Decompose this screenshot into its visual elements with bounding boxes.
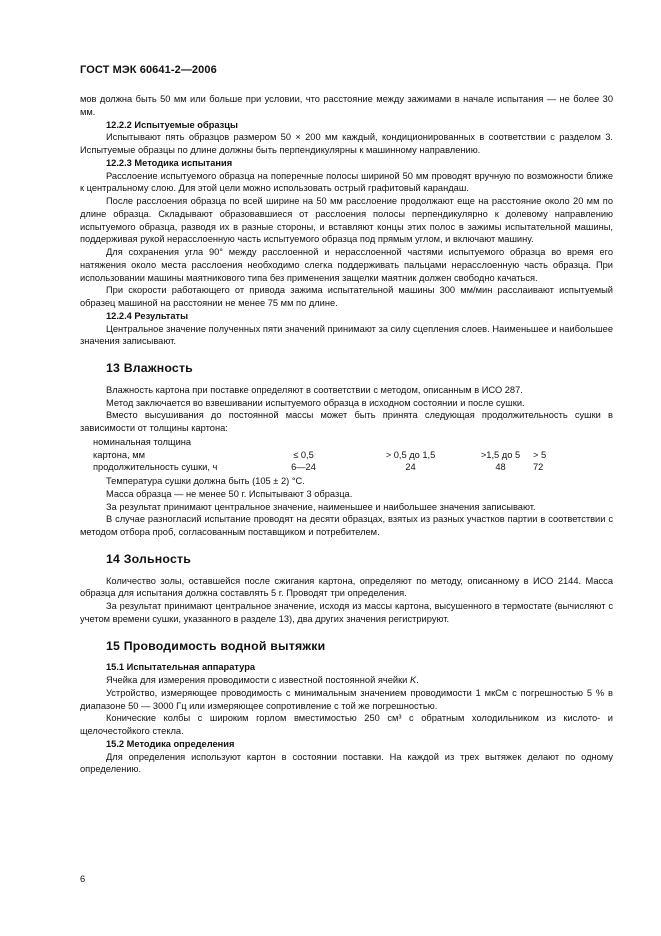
paragraph-15-1-a — [80, 674, 613, 687]
table-cell: 24 — [405, 462, 416, 473]
paragraph-13-3: Вместо высушивания до постоянной массы может быть принята следующая продолжительность сушки в зависимости от толщины картона: — [80, 410, 613, 433]
table-cell: 72 — [533, 462, 544, 473]
table-row — [93, 461, 573, 474]
paragraph-15-1-a-text: Ячейка для измерения проводимости с известной постоянной ячейки — [106, 675, 408, 685]
subsection-heading-12-2-4: 12.2.4 Результаты — [106, 310, 189, 321]
subsection-heading-15-2: 15.2 Методика определения — [106, 738, 235, 749]
paragraph-15-1-c: Конические колбы с широким горлом вместимостью 250 см³ с обратным холодильником из кислото- и щелочестойкого стекла. — [80, 713, 613, 736]
subsection-heading-12-2-2: 12.2.2 Испытуемые образцы — [106, 119, 238, 130]
paragraph-12-2-3-a: Расслоение испытуемого образца на поперечные полосы шириной 50 мм проводят вручную по возможности ближе к центральному слою. Для этой цели можно использовать острый графитовый карандаш. — [80, 170, 613, 194]
table-cell: ≤ 0,5 — [293, 449, 314, 460]
table-cell: 48 — [495, 462, 506, 473]
cell-constant-symbol: K — [409, 675, 417, 685]
paragraph-13-7: В случае разногласий испытание проводят на десяти образцах, взятых из разных участков партии в соответствии с методом отбора проб, согласованным поставщиком и потребителем. — [80, 514, 613, 537]
table-cell: >1,5 до 5 — [480, 449, 521, 460]
paragraph-15-2: Для определения используют картон в состоянии поставки. На каждой из трех вытяжек делают по одному определению. — [80, 751, 613, 775]
paragraph-12-2-4: Центральное значение полученных пяти значений принимают за силу сцепления слоев. Наименьшее и наибольшее значения записывают. — [80, 323, 613, 347]
table-cell: продолжительность сушки, ч — [93, 462, 218, 473]
paragraph-13-4: Температура сушки должна быть (105 ± 2) °С. — [106, 476, 305, 486]
paragraph-15-1-b: Устройство, измеряющее проводимость с минимальным значением проводимости 1 мкСм с погрешностью 5 % в диапазоне 50 — 3000 Гц или измеряющее сопротивление с той же погрешностью. — [80, 687, 613, 711]
subsection-heading-12-2-3: 12.2.3 Методика испытания — [106, 157, 233, 168]
section-heading-15: 15 Проводимость водной вытяжки — [106, 638, 326, 653]
paragraph-13-1: Влажность картона при поставке определяют в соответствии с методом, описанным в ИСО 287. — [106, 384, 523, 395]
subsection-heading-15-1: 15.1 Испытательная аппаратура — [106, 662, 256, 673]
table-cell: картона, мм — [93, 449, 145, 460]
paragraph-12-2-3-d: При скорости работающего от привода зажима испытательной машины 300 мм/мин расслаивают испытуемый образец машиной на расстоянии не менее 75 мм по длине. — [80, 285, 613, 308]
paragraph-12-2-3-c: Для сохранения угла 90° между расслоенной и нерасслоенной частями испытуемого образца во время его натяжения около места расслоения необходимо слегка поддерживать пальцами нерасслоенную часть образца. При использовании машины маятникового типа без применения защелки маятник должен свободно качаться. — [80, 247, 613, 283]
table-cell: номинальная толщина — [93, 436, 192, 447]
paragraph-13-5: Масса образца — не менее 50 г. Испытывают 3 образца. — [106, 488, 353, 499]
paragraph-14-1: Количество золы, оставшейся после сжигания картона, определяют по методу, описанному в ИСО 2144. Масса образца для испытания должна составлять 5 г. Проводят три определения. — [80, 575, 613, 599]
drying-time-table — [93, 436, 573, 474]
document-header: ГОСТ МЭК 60641-2—2006 — [80, 64, 217, 76]
section-heading-13: 13 Влажность — [106, 361, 193, 375]
paragraph-13-2: Метод заключается во взвешивании испытуемого образца в исходном состоянии и после сушки. — [106, 397, 525, 408]
table-row — [93, 449, 573, 462]
table-cell: > 5 — [533, 449, 547, 460]
table-row — [93, 436, 573, 449]
section-heading-14: 14 Зольность — [106, 551, 191, 566]
table-cell: > 0,5 до 1,5 — [385, 449, 436, 460]
page-content — [80, 93, 613, 776]
page-number: 6 — [80, 874, 86, 884]
paragraph-14-2: За результат принимают центральное значение, исходя из массы картона, высушенного в термостате (вычисляют с учетом времени сушки, указанного в разделе 13), два других значения регистрируют. — [80, 601, 613, 624]
paragraph-continuation: мов должна быть 50 мм или больше при условии, что расстояние между зажимами в начале испытания — не более 30 мм. — [80, 94, 613, 117]
paragraph-12-2-3-b: После расслоения образца по всей ширине на 50 мм расслоение продолжают еще на расстояние около 20 мм по длине образца. Складывают образовавшиеся от расслоения полосы перпендикулярно к долевому направлению испытуемого образца, разводя их в разные стороны, и вставляют концы этих полос в зажимы испытательной машины, поддерживая рукой нерасслоенную часть испытуемого образца под прямым углом, и включают машину. — [80, 196, 613, 245]
table-cell: 6—24 — [291, 462, 316, 473]
paragraph-12-2-2: Испытывают пять образцов размером 50 × 200 мм каждый, кондиционированных в соответствии с разделом 3. Испытуемые образцы по длине должны быть перпендикулярны к машинному направлению. — [80, 132, 613, 155]
paragraph-15-1-a-end: . — [416, 675, 419, 685]
paragraph-13-6: За результат принимают центральное значение, наименьшее и наибольшее значения записывают. — [106, 501, 536, 512]
